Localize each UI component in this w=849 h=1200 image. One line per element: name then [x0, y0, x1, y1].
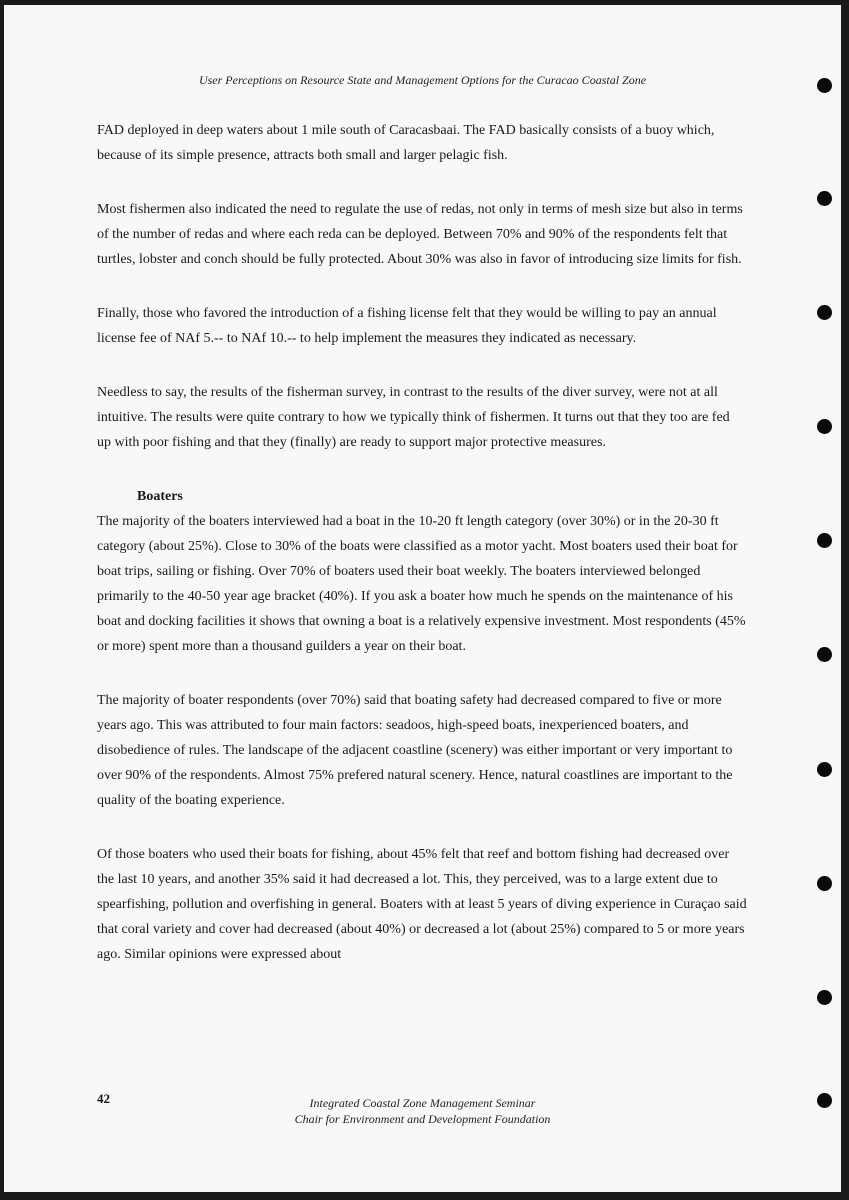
- paragraph: Needless to say, the results of the fisherman survey, in contrast to the results of the diver survey, were not at all intuitive. The results were quite contrary to how we typically think of fishermen. It turns out that they too are fed up with poor fishing and that they (finally) are ready to support major protective measures.: [97, 385, 730, 450]
- punch-hole: [817, 990, 832, 1005]
- paragraph: The majority of the boaters interviewed had a boat in the 10-20 ft length category (over 30%) or in the 20-30 ft category (about 25%). Close to 30% of the boats were classified as a motor yacht. Most boaters used their boat for boat trips, sailing or fishing. Over 70% of boaters used their boat weekly. The boaters interviewed belonged primarily to the 40-50 year age bracket (40%). If you ask a boater how much he spends on the maintenance of his boat and docking facilities it shows that owning a boat is a relatively expensive investment. Most respondents (45% or more) spent more than a thousand guilders a year on their boat.: [97, 514, 746, 654]
- paragraph: FAD deployed in deep waters about 1 mile south of Caracasbaai. The FAD basically consists of a buoy which, because of its simple presence, attracts both small and larger pelagic fish.: [97, 123, 715, 163]
- paragraph: Most fishermen also indicated the need to regulate the use of redas, not only in terms of mesh size but also in terms of the number of redas and where each reda can be deployed. Between 70% and 90% of the respondents felt that turtles, lobster and conch should be fully protected. About 30% was also in favor of introducing size limits for fish.: [97, 202, 743, 267]
- paragraph: Finally, those who favored the introduction of a fishing license felt that they would be willing to pay an annual license fee of NAf 5.-- to NAf 10.-- to help implement the measures they indicated as necessary.: [97, 306, 717, 346]
- punch-hole: [817, 647, 832, 662]
- punch-hole: [817, 78, 832, 93]
- punch-hole: [817, 305, 832, 320]
- punch-hole: [817, 191, 832, 206]
- running-header: User Perceptions on Resource State and Management Options for the Curacao Coastal Zone: [198, 73, 647, 87]
- punch-hole: [817, 419, 832, 434]
- page-number: 42: [97, 1091, 110, 1106]
- page-footer: [4, 1095, 841, 1127]
- punch-hole: [817, 533, 832, 548]
- document-page: [4, 5, 841, 1192]
- paragraph: The majority of boater respondents (over 70%) said that boating safety had decreased compared to five or more years ago. This was attributed to four main factors: seadoos, high-speed boats, inexperienced boaters, and disobedience of rules. The landscape of the adjacent coastline (scenery) was either important or very important to over 90% of the respondents. Almost 75% prefered natural scenery. Hence, natural coastlines are important to the quality of the boating experience.: [97, 693, 733, 808]
- punch-hole: [817, 1093, 832, 1108]
- section-heading: Boaters: [137, 489, 183, 504]
- body-text: [97, 118, 747, 967]
- paragraph: Of those boaters who used their boats for fishing, about 45% felt that reef and bottom fishing had decreased over the last 10 years, and another 35% said it had decreased a lot. This, they perceived, was to a large extent due to spearfishing, pollution and overfishing in general. Boaters with at least 5 years of diving experience in Curaçao said that coral variety and cover had decreased (about 40%) or decreased a lot (about 25%) compared to 5 or more years ago. Similar opinions were expressed about: [97, 847, 747, 962]
- footer-line: Integrated Coastal Zone Management Seminar: [309, 1096, 536, 1110]
- footer-line: Chair for Environment and Development Foundation: [294, 1112, 551, 1126]
- punch-hole: [817, 762, 832, 777]
- punch-hole: [817, 876, 832, 891]
